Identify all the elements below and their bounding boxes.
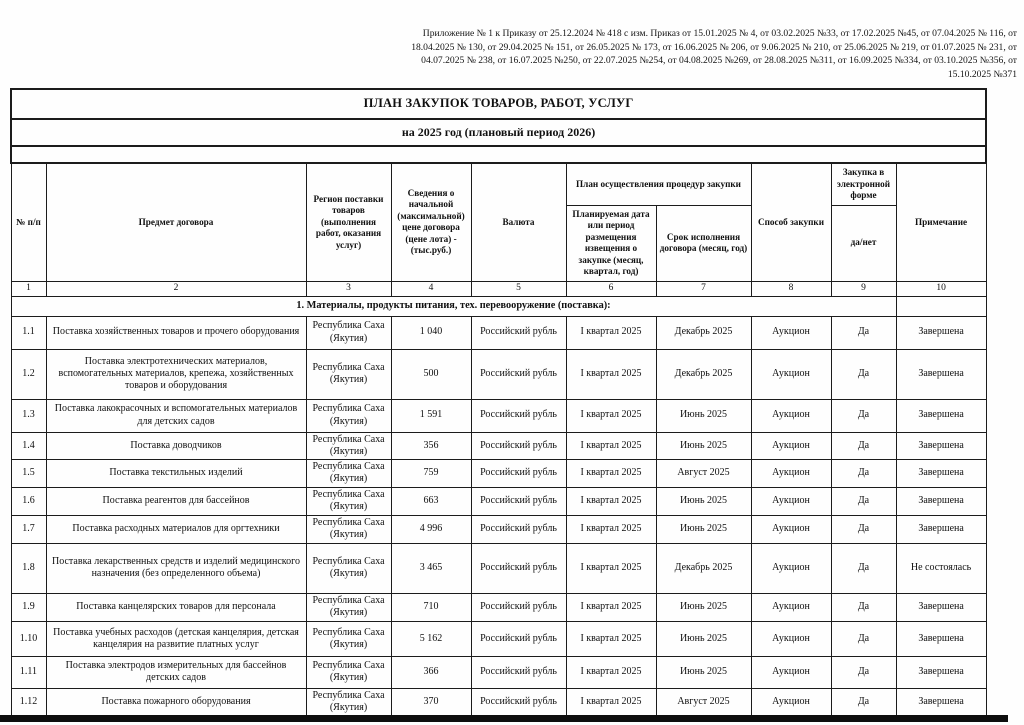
cell-exec-term: Август 2025 (656, 688, 751, 716)
cell-notice-date: I квартал 2025 (566, 349, 656, 399)
cell-price: 759 (391, 459, 471, 487)
column-number: 10 (896, 281, 986, 296)
cell-region: Республика Саха (Якутия) (306, 459, 391, 487)
table-row (11, 688, 986, 716)
table-row (11, 543, 986, 593)
cell-notice-date: I квартал 2025 (566, 515, 656, 543)
cell-notice-date: I квартал 2025 (566, 399, 656, 432)
title-row (11, 89, 986, 119)
column-number: 2 (46, 281, 306, 296)
cell-note: Завершена (896, 399, 986, 432)
cell-num: 1.7 (11, 515, 46, 543)
cell-currency: Российский рубль (471, 656, 566, 688)
cell-price: 1 040 (391, 316, 471, 349)
cell-electronic: Да (831, 399, 896, 432)
cell-region: Республика Саха (Якутия) (306, 593, 391, 621)
header-region: Регион поставки товаров (выполнения работ, оказания услуг) (306, 163, 391, 281)
cell-method: Аукцион (751, 349, 831, 399)
cell-subject: Поставка лекарственных средств и изделий медицинского назначения (без определенного объема) (46, 543, 306, 593)
cell-price: 5 162 (391, 621, 471, 656)
header-notice-date: Планируемая дата или период размещения извещения о закупке (месяц, квартал, год) (566, 205, 656, 281)
cell-num: 1.6 (11, 487, 46, 515)
cell-price: 710 (391, 593, 471, 621)
column-number: 4 (391, 281, 471, 296)
table-row (11, 515, 986, 543)
spacer-row (11, 146, 986, 163)
cell-notice-date: I квартал 2025 (566, 656, 656, 688)
cell-subject: Поставка пожарного оборудования (46, 688, 306, 716)
column-numbers-row (11, 281, 986, 296)
cell-method: Аукцион (751, 487, 831, 515)
subtitle-row (11, 119, 986, 146)
cell-num: 1.9 (11, 593, 46, 621)
cell-notice-date: I квартал 2025 (566, 593, 656, 621)
cell-note: Завершена (896, 487, 986, 515)
cell-subject: Поставка доводчиков (46, 432, 306, 459)
cell-subject: Поставка канцелярских товаров для персонала (46, 593, 306, 621)
cell-region: Республика Саха (Якутия) (306, 688, 391, 716)
cell-currency: Российский рубль (471, 515, 566, 543)
cell-note: Завершена (896, 593, 986, 621)
cell-electronic: Да (831, 349, 896, 399)
table-row (11, 487, 986, 515)
cell-region: Республика Саха (Якутия) (306, 515, 391, 543)
cell-note: Завершена (896, 656, 986, 688)
cell-currency: Российский рубль (471, 487, 566, 515)
cell-method: Аукцион (751, 688, 831, 716)
header-num: № п/п (11, 163, 46, 281)
cell-currency: Российский рубль (471, 688, 566, 716)
cell-price: 500 (391, 349, 471, 399)
appendix-line: Приложение № 1 к Приказу от 25.12.2024 № 418 с изм. Приказ от 15.01.2025 № 4, от 03.02.2025 №33, от 17.02.2025 №45, от 07.04.2025 № 116, от (422, 28, 1017, 39)
cell-price: 3 465 (391, 543, 471, 593)
cell-region: Республика Саха (Якутия) (306, 656, 391, 688)
cell-exec-term: Июнь 2025 (656, 399, 751, 432)
column-number: 6 (566, 281, 656, 296)
column-number: 1 (11, 281, 46, 296)
procurement-plan-table (10, 88, 987, 717)
table-row (11, 656, 986, 688)
cell-method: Аукцион (751, 515, 831, 543)
cell-subject: Поставка текстильных изделий (46, 459, 306, 487)
cell-note: Завершена (896, 459, 986, 487)
table-body (11, 89, 986, 716)
cell-subject: Поставка расходных материалов для оргтехники (46, 515, 306, 543)
cell-notice-date: I квартал 2025 (566, 487, 656, 515)
cell-num: 1.12 (11, 688, 46, 716)
cell-num: 1.4 (11, 432, 46, 459)
cell-region: Республика Саха (Якутия) (306, 349, 391, 399)
cell-num: 1.10 (11, 621, 46, 656)
cell-num: 1.2 (11, 349, 46, 399)
cell-currency: Российский рубль (471, 349, 566, 399)
cell-price: 370 (391, 688, 471, 716)
cell-electronic: Да (831, 543, 896, 593)
header-electronic-yesno: да/нет (831, 205, 896, 281)
header-price: Сведения о начальной (максимальной) цене договора (цене лота) - (тыс.руб.) (391, 163, 471, 281)
cell-exec-term: Июнь 2025 (656, 432, 751, 459)
cell-method: Аукцион (751, 656, 831, 688)
appendix-note (311, 27, 1017, 81)
cell-electronic: Да (831, 621, 896, 656)
cell-notice-date: I квартал 2025 (566, 688, 656, 716)
cell-method: Аукцион (751, 459, 831, 487)
header-exec-term: Срок исполнения договора (месяц, год) (656, 205, 751, 281)
cell-region: Республика Саха (Якутия) (306, 621, 391, 656)
cell-exec-term: Июнь 2025 (656, 656, 751, 688)
cell-electronic: Да (831, 656, 896, 688)
cell-method: Аукцион (751, 621, 831, 656)
cell-subject: Поставка реагентов для бассейнов (46, 487, 306, 515)
cell-num: 1.5 (11, 459, 46, 487)
cell-region: Республика Саха (Якутия) (306, 487, 391, 515)
document-subtitle: на 2025 год (плановый период 2026) (11, 119, 986, 146)
table-row (11, 399, 986, 432)
cell-exec-term: Июнь 2025 (656, 515, 751, 543)
cell-exec-term: Июнь 2025 (656, 487, 751, 515)
cell-method: Аукцион (751, 432, 831, 459)
cell-exec-term: Декабрь 2025 (656, 349, 751, 399)
cell-note: Завершена (896, 432, 986, 459)
cell-notice-date: I квартал 2025 (566, 543, 656, 593)
section-empty-cell (896, 296, 986, 316)
cell-note: Завершена (896, 349, 986, 399)
cell-exec-term: Декабрь 2025 (656, 316, 751, 349)
cell-notice-date: I квартал 2025 (566, 432, 656, 459)
table-row (11, 432, 986, 459)
cell-num: 1.8 (11, 543, 46, 593)
header-method: Способ закупки (751, 163, 831, 281)
document-title: ПЛАН ЗАКУПОК ТОВАРОВ, РАБОТ, УСЛУГ (11, 89, 986, 119)
cell-method: Аукцион (751, 543, 831, 593)
cell-method: Аукцион (751, 316, 831, 349)
column-number: 8 (751, 281, 831, 296)
cell-electronic: Да (831, 487, 896, 515)
cell-price: 356 (391, 432, 471, 459)
section-row (11, 296, 986, 316)
column-number: 3 (306, 281, 391, 296)
cell-note: Завершена (896, 515, 986, 543)
section-title: 1. Материалы, продукты питания, тех. перевооружение (поставка): (11, 296, 896, 316)
cell-notice-date: I квартал 2025 (566, 459, 656, 487)
cell-note: Завершена (896, 621, 986, 656)
cell-subject: Поставка хозяйственных товаров и прочего оборудования (46, 316, 306, 349)
cell-exec-term: Декабрь 2025 (656, 543, 751, 593)
cell-notice-date: I квартал 2025 (566, 316, 656, 349)
cell-region: Республика Саха (Якутия) (306, 316, 391, 349)
cell-currency: Российский рубль (471, 621, 566, 656)
header-row-top (11, 163, 986, 205)
header-currency: Валюта (471, 163, 566, 281)
table-row (11, 593, 986, 621)
column-number: 7 (656, 281, 751, 296)
column-number: 9 (831, 281, 896, 296)
cell-num: 1.1 (11, 316, 46, 349)
header-electronic-group: Закупка в электронной форме (831, 163, 896, 205)
cell-num: 1.11 (11, 656, 46, 688)
cell-currency: Российский рубль (471, 399, 566, 432)
table-row (11, 316, 986, 349)
cell-subject: Поставка электротехнических материалов, вспомогательных материалов, крепежа, хозяйственных товаров и оборудования (46, 349, 306, 399)
cell-region: Республика Саха (Якутия) (306, 543, 391, 593)
appendix-line: 18.04.2025 № 130, от 29.04.2025 № 151, от 26.05.2025 № 173, от 16.06.2025 № 206, от 9.06.2025 № 210, от 25.06.2025 № 219, от 01.07.2025 № 231, от (411, 41, 1017, 53)
spacer-cell (11, 146, 986, 163)
cell-currency: Российский рубль (471, 459, 566, 487)
cell-region: Республика Саха (Якутия) (306, 432, 391, 459)
table-row (11, 621, 986, 656)
cell-num: 1.3 (11, 399, 46, 432)
cell-note: Завершена (896, 316, 986, 349)
cell-subject: Поставка электродов измерительных для бассейнов детских садов (46, 656, 306, 688)
cell-method: Аукцион (751, 399, 831, 432)
scan-edge-artifact (0, 715, 1008, 722)
header-note: Примечание (896, 163, 986, 281)
cell-electronic: Да (831, 515, 896, 543)
cell-note: Не состоялась (896, 543, 986, 593)
cell-price: 4 996 (391, 515, 471, 543)
cell-price: 1 591 (391, 399, 471, 432)
cell-exec-term: Июнь 2025 (656, 593, 751, 621)
cell-exec-term: Июнь 2025 (656, 621, 751, 656)
column-number: 5 (471, 281, 566, 296)
cell-currency: Российский рубль (471, 543, 566, 593)
cell-method: Аукцион (751, 593, 831, 621)
cell-note: Завершена (896, 688, 986, 716)
cell-currency: Российский рубль (471, 432, 566, 459)
header-plan-group: План осуществления процедур закупки (566, 163, 751, 205)
cell-currency: Российский рубль (471, 593, 566, 621)
cell-subject: Поставка учебных расходов (детская канцелярия, детская канцелярия на развитие платных услуг (46, 621, 306, 656)
cell-electronic: Да (831, 593, 896, 621)
cell-electronic: Да (831, 459, 896, 487)
cell-currency: Российский рубль (471, 316, 566, 349)
table-row (11, 349, 986, 399)
header-subject: Предмет договора (46, 163, 306, 281)
cell-subject: Поставка лакокрасочных и вспомогательных материалов для детских садов (46, 399, 306, 432)
cell-electronic: Да (831, 432, 896, 459)
cell-region: Республика Саха (Якутия) (306, 399, 391, 432)
cell-notice-date: I квартал 2025 (566, 621, 656, 656)
cell-price: 366 (391, 656, 471, 688)
cell-exec-term: Август 2025 (656, 459, 751, 487)
table-row (11, 459, 986, 487)
cell-electronic: Да (831, 688, 896, 716)
cell-price: 663 (391, 487, 471, 515)
cell-electronic: Да (831, 316, 896, 349)
appendix-line: 15.10.2025 №371 (947, 68, 1017, 80)
appendix-line: 04.07.2025 № 238, от 16.07.2025 №250, от 22.07.2025 №254, от 04.08.2025 №269, от 28.08.2025 №311, от 16.09.2025 №334, от 03.10.2025 №356, от (421, 55, 1017, 67)
